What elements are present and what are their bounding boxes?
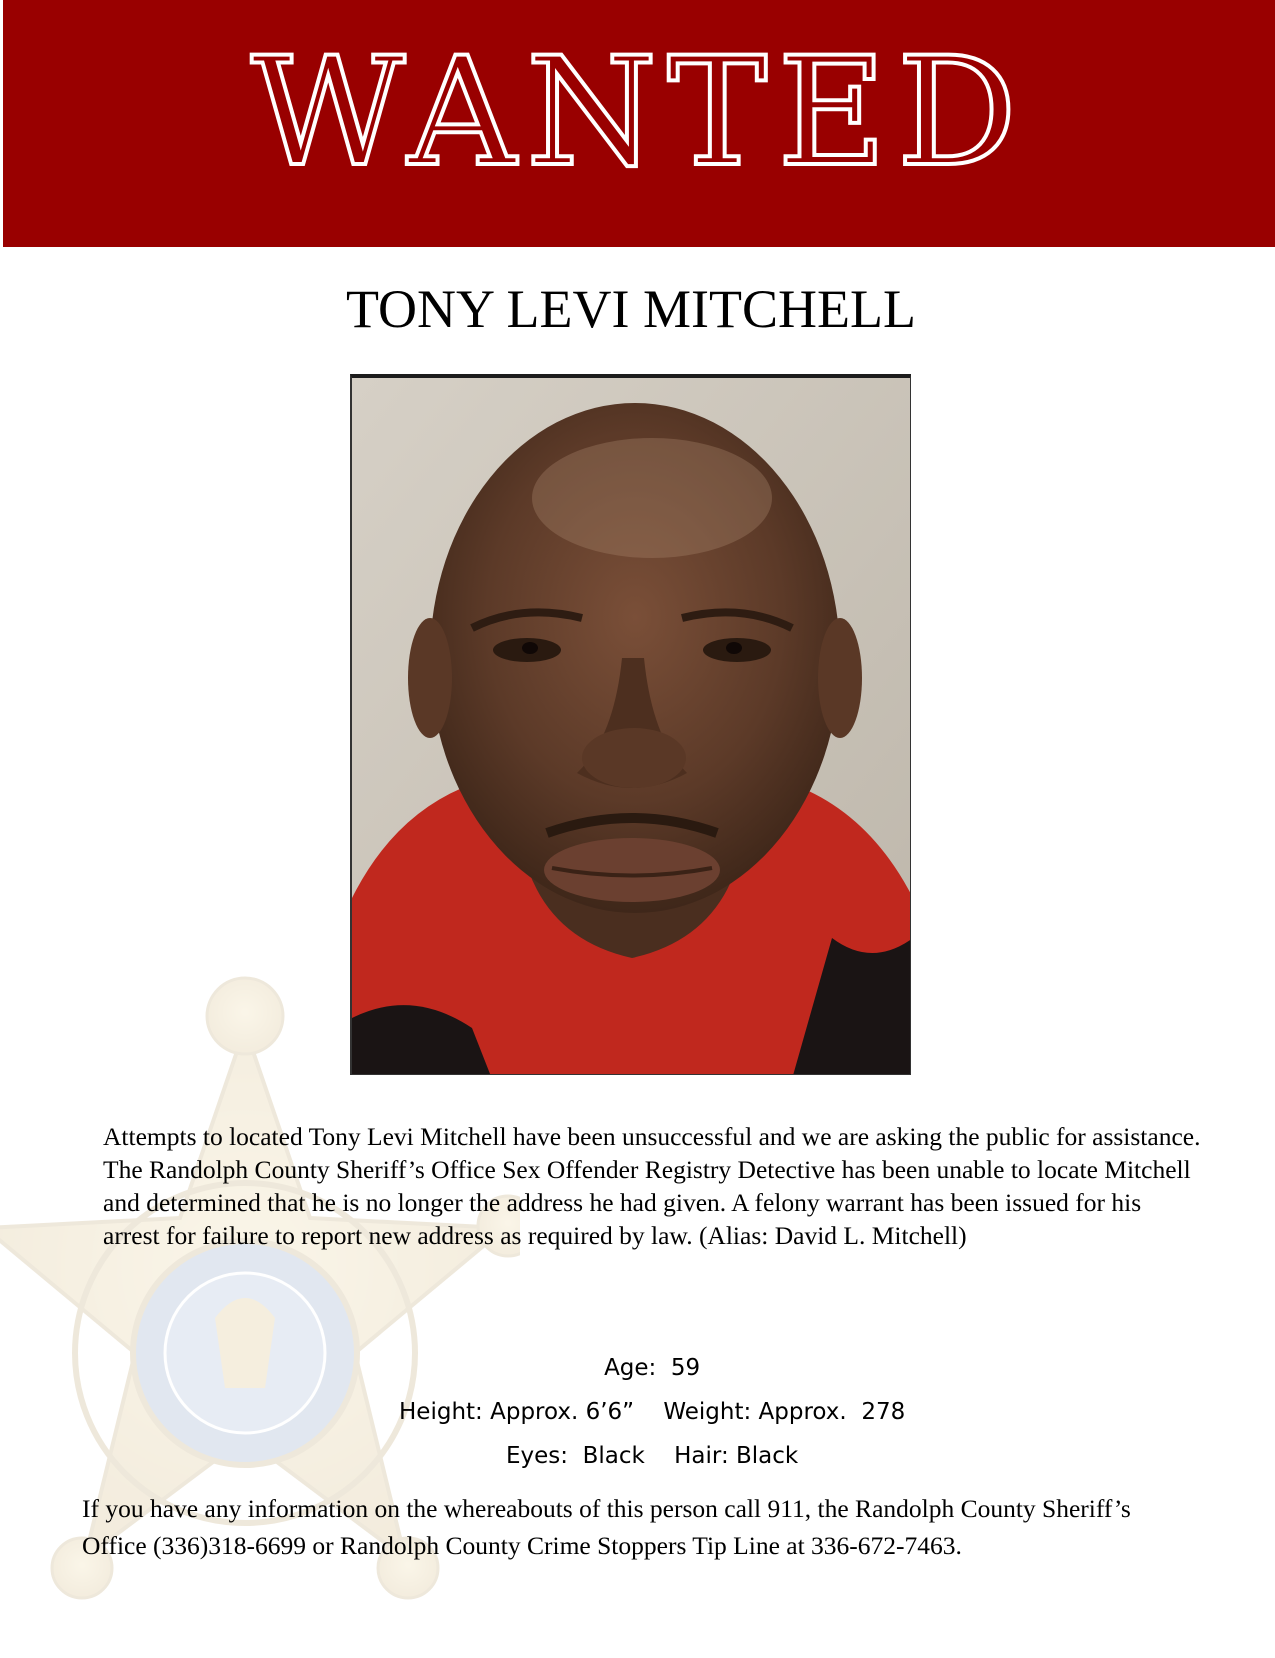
age-row xyxy=(0,1302,1275,1381)
hair-value: Hair: Black xyxy=(674,1443,799,1469)
height-value: Height: Approx. 6’6” xyxy=(399,1399,635,1425)
subject-name: TONY LEVI MITCHELL xyxy=(346,279,916,339)
suspect-photo xyxy=(350,374,911,1075)
description-paragraph: Attempts to located Tony Levi Mitchell have been unsuccessful and we are asking the public for assistance. The Randolph County Sheriff’s Office Sex Offender Registry Detective has been unable to locate Mitchell and determined that he is no longer the address he had given. A felony warrant has been issued for his arrest for failure to report new address as required by law. (Alias: David L. Mitchell) xyxy=(103,1122,1201,1250)
eyes-value: Eyes: Black xyxy=(505,1443,645,1469)
physical-details xyxy=(0,1302,1275,1469)
contact-paragraph: If you have any information on the whereabouts of this person call 911, the Randolph County Sheriff’s Office (336)318-6699 or Randolph County Crime Stoppers Tip Line at 336-672-7463. xyxy=(82,1494,1131,1560)
age-value: Age: 59 xyxy=(604,1355,701,1381)
wanted-banner xyxy=(3,0,1275,247)
weight-value: Weight: Approx. 278 xyxy=(663,1399,906,1425)
wanted-title: WANTED xyxy=(250,26,1028,200)
